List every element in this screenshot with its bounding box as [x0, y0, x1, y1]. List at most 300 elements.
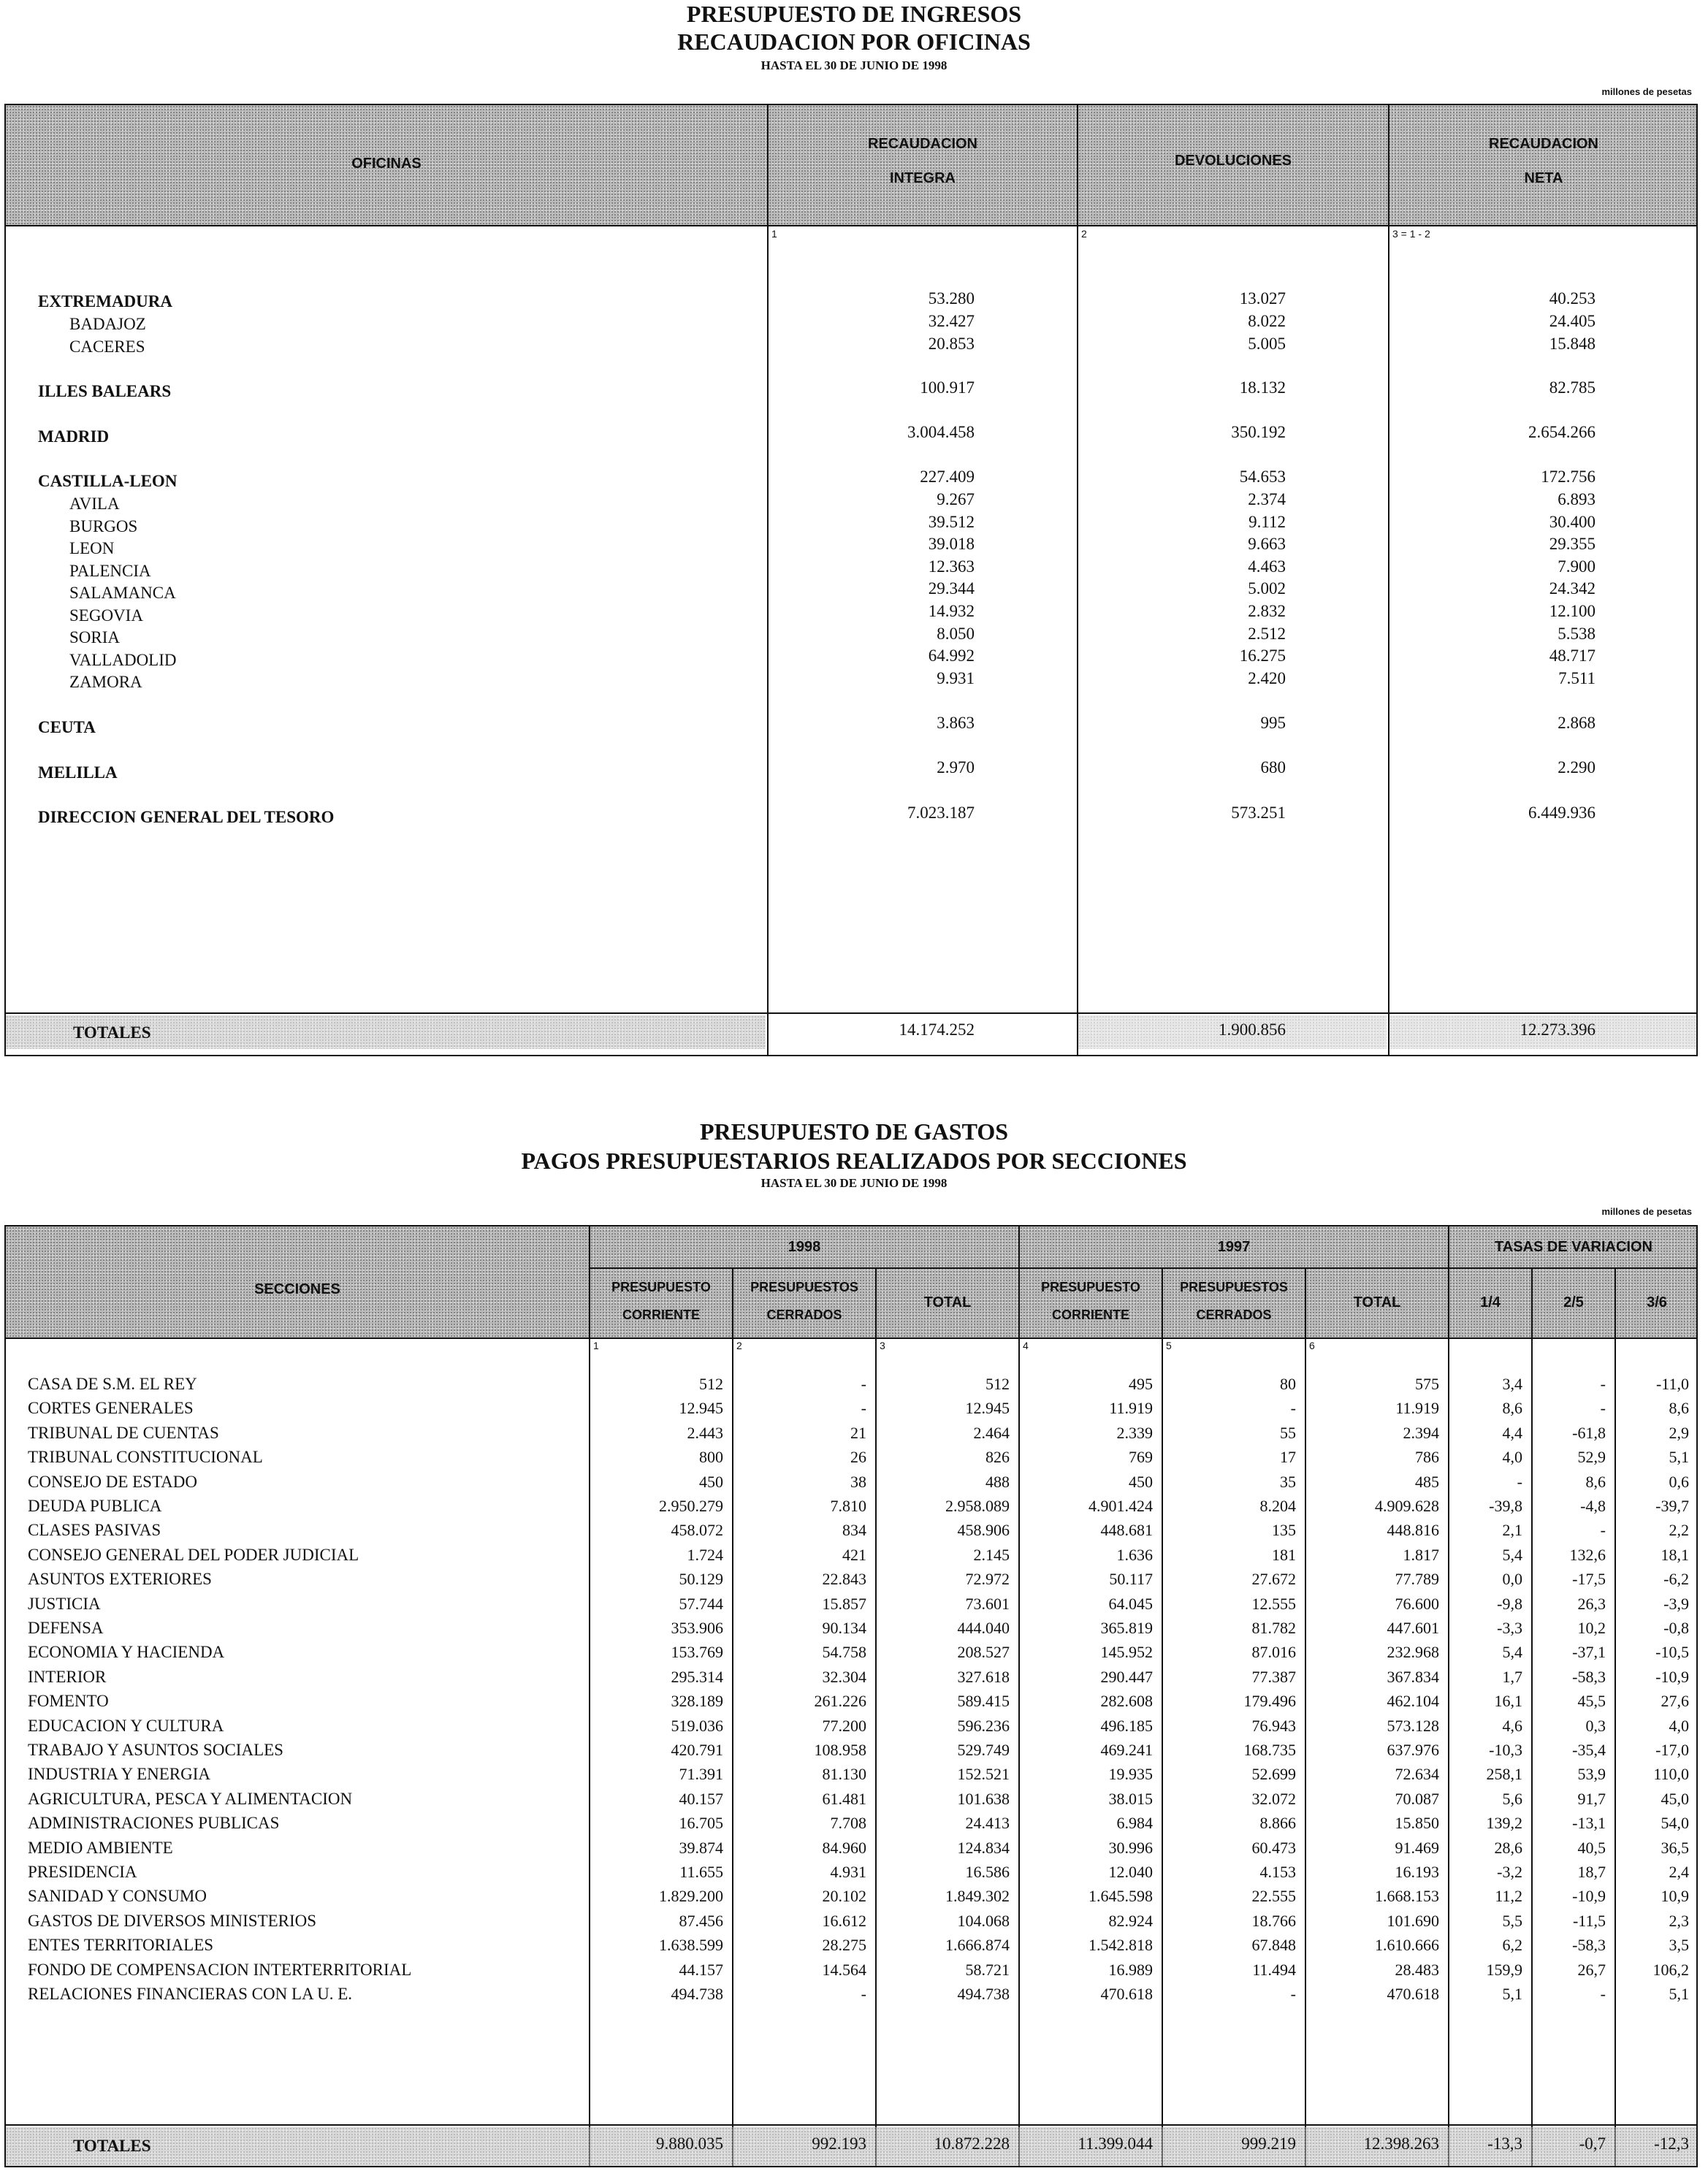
gastos-row-cell: -9,8 [1497, 1595, 1522, 1613]
gastos-colnum: 4 [1023, 1340, 1029, 1351]
gastos-row-cell: 50.117 [1109, 1570, 1153, 1588]
gastos-row-cell: 637.976 [1387, 1741, 1439, 1759]
gastos-row-cell: 8,6 [1669, 1399, 1689, 1417]
gastos-row-cell: 16,1 [1494, 1692, 1522, 1710]
gastos-row-cell: 6,2 [1502, 1936, 1522, 1954]
ingresos-row-devoluciones: 2.512 [1248, 625, 1286, 643]
ingresos-row-label: BURGOS [69, 517, 138, 535]
ingresos-row-integra: 29.344 [928, 579, 975, 598]
ingresos-colnum-3: 3 = 1 - 2 [1392, 228, 1430, 240]
gastos-row-cell: 4,4 [1502, 1424, 1522, 1442]
gastos-row-cell: 139,2 [1486, 1814, 1522, 1832]
ingresos-colnum-2: 2 [1081, 228, 1087, 240]
ingresos-row-label: ZAMORA [69, 673, 142, 691]
ingresos-row-neta: 2.868 [1558, 714, 1595, 732]
ingresos-header-oficinas: OFICINAS [351, 156, 422, 172]
gastos-row-cell: 24.413 [965, 1814, 1010, 1832]
ingresos-row-integra: 64.992 [928, 646, 975, 665]
ingresos-header-devoluciones: DEVOLUCIONES [1174, 153, 1292, 169]
gastos-row-cell: 28.275 [822, 1936, 866, 1954]
ingresos-row-neta: 2.654.266 [1528, 423, 1595, 441]
gastos-row-label: RELACIONES FINANCIERAS CON LA U. E. [28, 1985, 353, 2003]
ingresos-row-label: AVILA [69, 495, 120, 513]
gastos-row-cell: 52.699 [1251, 1765, 1296, 1783]
ingresos-row-devoluciones: 350.192 [1231, 423, 1286, 441]
gastos-row-cell: 7.708 [830, 1814, 866, 1832]
gastos-row-label: INDUSTRIA Y ENERGIA [28, 1765, 211, 1783]
gastos-row-cell: 80 [1280, 1375, 1296, 1393]
ingresos-row-label: DIRECCION GENERAL DEL TESORO [38, 808, 335, 826]
gastos-row-cell: 2,4 [1669, 1863, 1689, 1881]
gastos-row-cell: -4,8 [1580, 1497, 1606, 1515]
gastos-row-cell: 488 [985, 1473, 1010, 1491]
gastos-row-cell: -3,9 [1663, 1595, 1689, 1613]
gastos-row-cell: 81.782 [1251, 1619, 1296, 1637]
gastos-row-cell: 27.672 [1251, 1570, 1296, 1588]
gastos-row-cell: -39,7 [1655, 1497, 1689, 1515]
gastos-row-cell: - [861, 1399, 866, 1417]
ingresos-col-divider [1077, 104, 1078, 1056]
gastos-row-cell: 8,6 [1502, 1399, 1522, 1417]
ingresos-row-neta: 30.400 [1549, 513, 1595, 531]
gastos-row-cell: 1.542.818 [1089, 1936, 1153, 1954]
gastos-row-cell: 458.906 [957, 1521, 1010, 1539]
ingresos-row-integra: 39.018 [928, 535, 975, 553]
gastos-row-cell: -10,9 [1572, 1887, 1606, 1905]
gastos-row-label: GASTOS DE DIVERSOS MINISTERIOS [28, 1912, 317, 1930]
gastos-colnum: 2 [736, 1340, 742, 1351]
gastos-row-cell: 282.608 [1100, 1692, 1153, 1710]
gastos-row-cell: 108.958 [814, 1741, 866, 1759]
gastos-totals-cell: -0,7 [1579, 2134, 1606, 2153]
gastos-row-cell: 159,9 [1486, 1961, 1522, 1979]
gastos-row-cell: 50.129 [679, 1570, 723, 1588]
gastos-row-cell: 5,1 [1669, 1985, 1689, 2003]
gastos-header-ratio-36: 3/6 [1647, 1294, 1667, 1310]
gastos-row-cell: 800 [699, 1448, 723, 1466]
gastos-row-cell: 420.791 [671, 1741, 723, 1759]
gastos-row-cell: 2,9 [1669, 1424, 1689, 1442]
gastos-row-cell: 87.016 [1251, 1643, 1296, 1661]
gastos-row-cell: 135 [1272, 1521, 1296, 1539]
gastos-row-cell: 14.564 [822, 1961, 866, 1979]
gastos-row-cell: 81.130 [822, 1765, 866, 1783]
gastos-row-label: INTERIOR [28, 1668, 107, 1686]
gastos-row-cell: - [1517, 1473, 1522, 1491]
gastos-row-cell: 769 [1129, 1448, 1153, 1466]
gastos-row-cell: 2,3 [1669, 1912, 1689, 1930]
ingresos-row-neta: 6.449.936 [1528, 804, 1595, 822]
ingresos-row-label: LEON [69, 539, 115, 557]
ingresos-row-devoluciones: 16.275 [1239, 646, 1286, 665]
gastos-row-cell: 22.843 [822, 1570, 866, 1588]
gastos-row-cell: 11.655 [679, 1863, 723, 1881]
gastos-header-cerr-1: PRESUPUESTOS [750, 1280, 858, 1294]
gastos-row-label: EDUCACION Y CULTURA [28, 1717, 224, 1735]
gastos-row-cell: 448.816 [1387, 1521, 1439, 1539]
gastos-row-cell: 5,5 [1502, 1912, 1522, 1930]
ingresos-row-label: SORIA [69, 628, 121, 646]
ingresos-row-label: MELILLA [38, 763, 118, 782]
gastos-row-cell: -37,1 [1572, 1643, 1606, 1661]
gastos-row-cell: 84.960 [822, 1839, 866, 1857]
gastos-row-cell: 132,6 [1569, 1546, 1606, 1564]
gastos-row-cell: 12.945 [679, 1399, 723, 1417]
gastos-row-cell: 5,1 [1669, 1448, 1689, 1466]
gastos-row-cell: 21 [850, 1424, 866, 1442]
gastos-row-cell: 496.185 [1100, 1717, 1153, 1735]
gastos-header-rule [4, 1338, 1698, 1339]
gastos-row-cell: - [1290, 1399, 1296, 1417]
ingresos-row-integra: 12.363 [928, 557, 975, 576]
gastos-row-cell: 6.984 [1116, 1814, 1153, 1832]
gastos-totals-cell: 12.398.263 [1363, 2134, 1439, 2153]
ingresos-row-devoluciones: 2.832 [1248, 602, 1286, 620]
gastos-totals-cell: -13,3 [1487, 2134, 1522, 2153]
gastos-row-cell: 76.600 [1395, 1595, 1439, 1613]
gastos-date: HASTA EL 30 DE JUNIO DE 1998 [760, 1176, 948, 1190]
ingresos-units: millones de pesetas [1601, 86, 1692, 97]
gastos-row-cell: 2.950.279 [659, 1497, 723, 1515]
gastos-row-cell: 15.857 [822, 1595, 866, 1613]
gastos-row-cell: 67.848 [1251, 1936, 1296, 1954]
gastos-row-cell: 44.157 [679, 1961, 723, 1979]
ingresos-row-neta: 12.100 [1549, 602, 1595, 620]
ingresos-totals-rule [4, 1012, 1698, 1014]
ingresos-row-devoluciones: 2.374 [1248, 490, 1286, 508]
gastos-row-cell: 39.874 [679, 1839, 723, 1857]
gastos-row-cell: 367.834 [1387, 1668, 1439, 1686]
gastos-row-cell: 2.394 [1403, 1424, 1439, 1442]
ingresos-row-integra: 3.863 [937, 714, 975, 732]
gastos-row-cell: 101.638 [957, 1790, 1010, 1808]
gastos-row-cell: 76.943 [1251, 1717, 1296, 1735]
gastos-row-cell: 327.618 [957, 1668, 1010, 1686]
gastos-row-cell: 45,5 [1577, 1692, 1606, 1710]
gastos-row-cell: 28.483 [1395, 1961, 1439, 1979]
gastos-row-label: FOMENTO [28, 1692, 109, 1710]
gastos-row-cell: 15.850 [1395, 1814, 1439, 1832]
gastos-row-cell: -17,5 [1572, 1570, 1606, 1588]
gastos-row-cell: -3,2 [1497, 1863, 1522, 1881]
ingresos-row-neta: 7.900 [1558, 557, 1595, 576]
gastos-row-cell: 208.527 [957, 1643, 1010, 1661]
gastos-colnum: 3 [880, 1340, 885, 1351]
gastos-row-label: DEUDA PUBLICA [28, 1497, 162, 1515]
gastos-row-cell: 290.447 [1100, 1668, 1153, 1686]
gastos-totals-cell: 10.872.228 [934, 2134, 1010, 2153]
gastos-row-cell: 2.958.089 [945, 1497, 1010, 1515]
ingresos-row-label: MADRID [38, 427, 110, 446]
ingresos-row-integra: 8.050 [937, 625, 975, 643]
gastos-row-cell: 512 [985, 1375, 1010, 1393]
ingresos-header-integra-2: INTEGRA [890, 170, 956, 186]
gastos-row-cell: 71.391 [679, 1765, 723, 1783]
gastos-row-label: ECONOMIA Y HACIENDA [28, 1643, 225, 1661]
gastos-row-cell: 38.015 [1108, 1790, 1153, 1808]
gastos-row-cell: 53,9 [1577, 1765, 1606, 1783]
gastos-row-cell: -3,3 [1497, 1619, 1522, 1637]
gastos-header-ratio-25: 2/5 [1563, 1294, 1584, 1310]
gastos-row-cell: 124.834 [957, 1839, 1010, 1857]
gastos-header-pc-2: CORRIENTE [622, 1308, 700, 1322]
gastos-row-cell: 1.610.666 [1375, 1936, 1439, 1954]
gastos-row-cell: 30.996 [1108, 1839, 1153, 1857]
gastos-row-cell: -13,1 [1572, 1814, 1606, 1832]
ingresos-row-integra: 100.917 [920, 378, 975, 397]
ingresos-row-label: SEGOVIA [69, 606, 143, 625]
ingresos-totals-integra: 14.174.252 [899, 1020, 975, 1039]
gastos-row-cell: 1.666.874 [945, 1936, 1010, 1954]
ingresos-row-integra: 14.932 [928, 602, 975, 620]
ingresos-row-label: SALAMANCA [69, 584, 176, 602]
gastos-row-cell: 1,7 [1502, 1668, 1522, 1686]
ingresos-row-label: PALENCIA [69, 562, 151, 580]
ingresos-row-devoluciones: 9.663 [1248, 535, 1286, 553]
gastos-row-label: ENTES TERRITORIALES [28, 1936, 214, 1954]
gastos-row-cell: 26 [850, 1448, 866, 1466]
gastos-col-divider [1162, 1267, 1163, 2167]
gastos-row-cell: 573.128 [1387, 1717, 1439, 1735]
ingresos-row-devoluciones: 18.132 [1239, 378, 1286, 397]
gastos-header-pc-1997-1: PRESUPUESTO [1041, 1280, 1140, 1294]
gastos-colnum: 1 [593, 1340, 599, 1351]
gastos-row-cell: 10,9 [1661, 1887, 1689, 1905]
ingresos-date: HASTA EL 30 DE JUNIO DE 1998 [760, 58, 948, 72]
ingresos-row-devoluciones: 8.022 [1248, 312, 1286, 330]
gastos-row-cell: 2.443 [687, 1424, 723, 1442]
gastos-row-cell: 786 [1415, 1448, 1439, 1466]
gastos-row-cell: 40.157 [679, 1790, 723, 1808]
gastos-row-cell: 447.601 [1387, 1619, 1439, 1637]
gastos-row-label: ADMINISTRACIONES PUBLICAS [28, 1814, 280, 1832]
gastos-row-cell: 19.935 [1108, 1765, 1153, 1783]
ingresos-row-label: ILLES BALEARS [38, 382, 172, 400]
gastos-row-cell: 470.618 [1387, 1985, 1439, 2003]
gastos-header-cerr-1997-1: PRESUPUESTOS [1180, 1280, 1288, 1294]
gastos-row-cell: 70.087 [1395, 1790, 1439, 1808]
ingresos-row-devoluciones: 54.653 [1239, 468, 1286, 486]
gastos-totals-cell: 11.399.044 [1078, 2134, 1153, 2153]
ingresos-row-neta: 5.538 [1558, 625, 1595, 643]
gastos-row-cell: - [1600, 1399, 1606, 1417]
gastos-subtitle: PAGOS PRESUPUESTARIOS REALIZADOS POR SECCIONES [521, 1148, 1187, 1174]
gastos-row-cell: 11.494 [1252, 1961, 1296, 1979]
gastos-row-cell: 12.040 [1108, 1863, 1153, 1881]
gastos-row-cell: 1.849.302 [945, 1887, 1010, 1905]
gastos-row-cell: 353.906 [671, 1619, 723, 1637]
gastos-header-total-1997: TOTAL [1353, 1294, 1401, 1310]
gastos-row-cell: 72.634 [1395, 1765, 1439, 1783]
gastos-row-cell: 52,9 [1577, 1448, 1606, 1466]
gastos-row-cell: 64.045 [1108, 1595, 1153, 1613]
gastos-row-cell: 32.304 [822, 1668, 866, 1686]
gastos-row-cell: 365.819 [1100, 1619, 1153, 1637]
gastos-header-cerr-1997-2: CERRADOS [1196, 1308, 1272, 1322]
gastos-header-secciones: SECCIONES [254, 1281, 340, 1297]
gastos-row-cell: 2,2 [1669, 1521, 1689, 1539]
gastos-row-cell: -0,8 [1663, 1619, 1689, 1637]
gastos-row-cell: 1.817 [1403, 1546, 1439, 1564]
gastos-row-cell: 28,6 [1494, 1839, 1522, 1857]
gastos-row-cell: 450 [699, 1473, 723, 1491]
gastos-header-total-1998: TOTAL [923, 1294, 972, 1310]
gastos-header-1998: 1998 [788, 1239, 821, 1255]
ingresos-row-integra: 53.280 [928, 289, 975, 308]
gastos-totals-label: TOTALES [73, 2137, 151, 2155]
gastos-row-cell: -6,2 [1663, 1570, 1689, 1588]
gastos-row-cell: 0,0 [1502, 1570, 1522, 1588]
gastos-row-cell: - [1600, 1985, 1606, 2003]
gastos-row-cell: 72.972 [965, 1570, 1010, 1588]
gastos-row-cell: 36,5 [1661, 1839, 1689, 1857]
gastos-row-cell: 54.758 [822, 1643, 866, 1661]
gastos-row-cell: 4,0 [1502, 1448, 1522, 1466]
gastos-row-cell: 91,7 [1577, 1790, 1606, 1808]
gastos-header-pc-1: PRESUPUESTO [611, 1280, 711, 1294]
gastos-row-cell: 494.738 [671, 1985, 723, 2003]
gastos-totals-cell: 9.880.035 [656, 2134, 723, 2153]
gastos-row-cell: 27,6 [1661, 1692, 1689, 1710]
gastos-row-cell: 2.464 [973, 1424, 1010, 1442]
gastos-row-cell: 54,0 [1661, 1814, 1689, 1832]
gastos-row-label: CLASES PASIVAS [28, 1521, 161, 1539]
gastos-col-divider [875, 1267, 877, 2167]
gastos-row-cell: 2.339 [1116, 1424, 1153, 1442]
gastos-totals-rule [4, 2124, 1698, 2126]
ingresos-row-neta: 82.785 [1549, 378, 1595, 397]
gastos-row-cell: 232.968 [1387, 1643, 1439, 1661]
gastos-row-cell: 18,7 [1577, 1863, 1606, 1881]
gastos-row-cell: 101.690 [1387, 1912, 1439, 1930]
gastos-header-ratio-14: 1/4 [1480, 1294, 1501, 1310]
ingresos-row-devoluciones: 2.420 [1248, 669, 1286, 687]
gastos-row-cell: 0,3 [1585, 1717, 1606, 1735]
gastos-row-cell: 589.415 [957, 1692, 1010, 1710]
ingresos-row-integra: 7.023.187 [907, 804, 975, 822]
gastos-row-cell: 168.735 [1243, 1741, 1296, 1759]
ingresos-row-integra: 20.853 [928, 335, 975, 353]
gastos-col-divider [1018, 1225, 1020, 2167]
gastos-row-cell: 5,4 [1502, 1546, 1522, 1564]
gastos-row-cell: 3,5 [1669, 1936, 1689, 1954]
gastos-row-cell: 4.909.628 [1375, 1497, 1439, 1515]
ingresos-row-integra: 9.931 [937, 669, 975, 687]
gastos-row-cell: 462.104 [1387, 1692, 1439, 1710]
gastos-row-cell: 38 [850, 1473, 866, 1491]
gastos-row-cell: 8,6 [1585, 1473, 1606, 1491]
gastos-col-divider [1448, 1225, 1449, 2167]
gastos-row-cell: 16.193 [1395, 1863, 1439, 1881]
ingresos-header-rule [4, 225, 1698, 226]
gastos-header-tasas: TASAS DE VARIACION [1495, 1239, 1652, 1255]
gastos-row-cell: 258,1 [1486, 1765, 1522, 1783]
ingresos-row-label: CACERES [69, 337, 145, 356]
gastos-row-cell: 20.102 [822, 1887, 866, 1905]
gastos-row-cell: 494.738 [957, 1985, 1010, 2003]
gastos-row-cell: - [1600, 1375, 1606, 1393]
ingresos-row-integra: 2.970 [937, 758, 975, 777]
gastos-row-cell: -10,5 [1655, 1643, 1689, 1661]
gastos-row-cell: -11,0 [1655, 1375, 1689, 1393]
ingresos-row-neta: 24.342 [1549, 579, 1595, 598]
gastos-row-cell: 3,4 [1502, 1375, 1522, 1393]
ingresos-row-devoluciones: 680 [1260, 758, 1286, 777]
gastos-row-cell: 90.134 [822, 1619, 866, 1637]
gastos-row-cell: 58.721 [965, 1961, 1010, 1979]
gastos-row-label: DEFENSA [28, 1619, 104, 1637]
gastos-row-cell: 448.681 [1100, 1521, 1153, 1539]
ingresos-row-devoluciones: 13.027 [1239, 289, 1286, 308]
gastos-row-cell: -39,8 [1489, 1497, 1522, 1515]
gastos-row-cell: 575 [1415, 1375, 1439, 1393]
gastos-row-cell: 16.586 [965, 1863, 1010, 1881]
gastos-row-cell: 22.555 [1251, 1887, 1296, 1905]
gastos-row-label: MEDIO AMBIENTE [28, 1839, 173, 1857]
ingresos-row-integra: 39.512 [928, 513, 975, 531]
gastos-row-cell: 1.829.200 [659, 1887, 723, 1905]
gastos-row-cell: 8.866 [1259, 1814, 1296, 1832]
gastos-row-cell: 1.638.599 [659, 1936, 723, 1954]
gastos-row-cell: 8.204 [1259, 1497, 1296, 1515]
gastos-row-cell: -61,8 [1572, 1424, 1606, 1442]
ingresos-row-label: EXTREMADURA [38, 292, 172, 310]
ingresos-header-neta-1: RECAUDACION [1489, 136, 1598, 152]
gastos-row-cell: 444.040 [957, 1619, 1010, 1637]
gastos-col-divider [589, 1225, 590, 2167]
gastos-row-cell: -11,5 [1572, 1912, 1606, 1930]
gastos-row-cell: 1.668.153 [1375, 1887, 1439, 1905]
gastos-row-cell: 5,6 [1502, 1790, 1522, 1808]
gastos-row-cell: 4,6 [1502, 1717, 1522, 1735]
gastos-row-cell: 152.521 [957, 1765, 1010, 1783]
ingresos-subtitle: RECAUDACION POR OFICINAS [677, 28, 1031, 55]
ingresos-row-integra: 3.004.458 [907, 423, 975, 441]
ingresos-row-devoluciones: 995 [1260, 714, 1286, 732]
gastos-row-cell: 4,0 [1669, 1717, 1689, 1735]
gastos-row-cell: 0,6 [1669, 1473, 1689, 1491]
gastos-row-cell: 512 [699, 1375, 723, 1393]
gastos-row-cell: 826 [985, 1448, 1010, 1466]
gastos-totals-cell: -12,3 [1654, 2134, 1689, 2153]
gastos-col-divider [732, 1267, 733, 2167]
gastos-row-cell: 45,0 [1661, 1790, 1689, 1808]
gastos-row-cell: 5,4 [1502, 1643, 1522, 1661]
gastos-row-cell: 32.072 [1251, 1790, 1296, 1808]
gastos-row-cell: -58,3 [1572, 1936, 1606, 1954]
gastos-row-label: CONSEJO DE ESTADO [28, 1473, 197, 1491]
ingresos-row-label: VALLADOLID [69, 651, 177, 669]
gastos-row-cell: 1.636 [1116, 1546, 1153, 1564]
ingresos-totals-neta: 12.273.396 [1520, 1020, 1595, 1039]
gastos-colnum: 6 [1309, 1340, 1315, 1351]
gastos-row-cell: 2,1 [1502, 1521, 1522, 1539]
gastos-row-cell: 77.387 [1251, 1668, 1296, 1686]
gastos-totals-cell: 999.219 [1241, 2134, 1296, 2153]
gastos-row-cell: 328.189 [671, 1692, 723, 1710]
gastos-row-label: TRIBUNAL DE CUENTAS [28, 1424, 219, 1442]
gastos-row-cell: 18,1 [1661, 1546, 1689, 1564]
ingresos-row-devoluciones: 573.251 [1231, 804, 1286, 822]
ingresos-row-neta: 2.290 [1558, 758, 1595, 777]
ingresos-title: PRESUPUESTO DE INGRESOS [686, 1, 1022, 27]
gastos-row-cell: 61.481 [822, 1790, 866, 1808]
gastos-row-cell: 57.744 [679, 1595, 723, 1613]
gastos-row-cell: 5,1 [1502, 1985, 1522, 2003]
gastos-row-cell: 55 [1280, 1424, 1296, 1442]
gastos-row-cell: -10,9 [1655, 1668, 1689, 1686]
gastos-row-cell: 469.241 [1100, 1741, 1153, 1759]
